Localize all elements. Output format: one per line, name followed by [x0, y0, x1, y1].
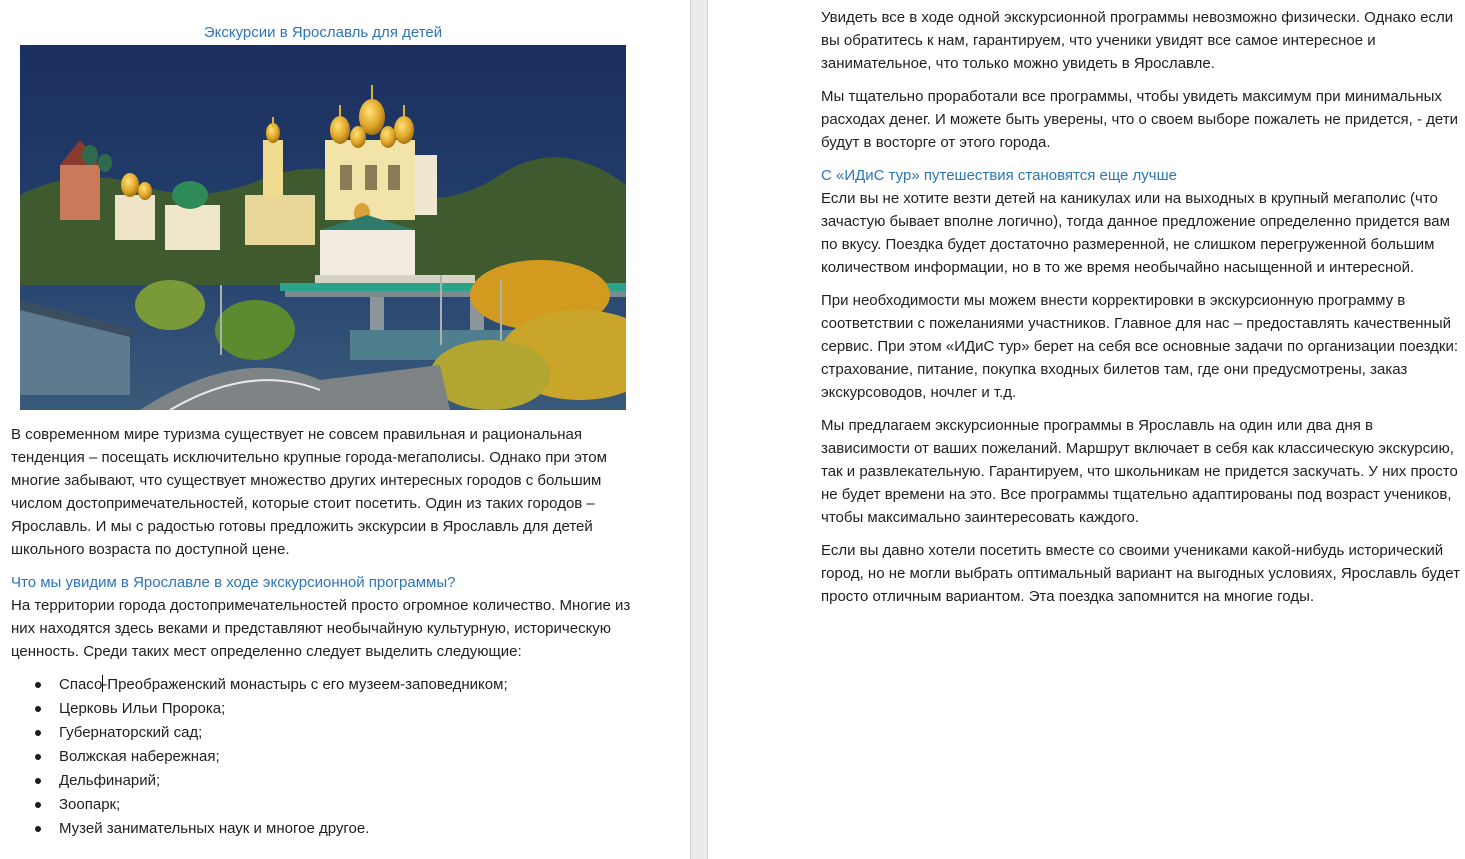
intro-paragraph: В современном мире туризма существует не совсем правильная и рациональная тенденция – посещать исключительно крупные города-мегаполисы. Однако при этом многие забывают, что существует множество других интересных городов с большим числом достопримечательностей, которые стоит посетить. Один из таких городов – Ярославль. И мы с радостью готовы предложить экскурсии в Ярославль для детей школьного возраста по доступной цене. [11, 426, 607, 558]
paragraph-1: Увидеть все в ходе одной экскурсионной программы невозможно физически. Однако если вы обратитесь к нам, гарантируем, что ученики увидят все самое интересное и занимательное, что только можно увидеть в Ярославле. [821, 9, 1454, 72]
yaroslavl-photo [20, 45, 626, 410]
list-item: Волжская набережная; [11, 745, 641, 769]
paragraph-4: При необходимости мы можем внести корректировки в экскурсионную программу в соответствии с пожеланиями участников. Главное для нас – предоставлять качественный сервис. При этом «ИДиС тур» берет на себя все основные задачи по организации поездки: страхование, питание, покупка входных билетов там, где они предусмотрены, заказ экскурсоводов, ночлег и т.д. [821, 292, 1459, 401]
paragraph-6: Если вы давно хотели посетить вместе со своими учениками какой-нибудь исторический город, но не могли выбрать оптимальный вариант на выгодных условиях, Ярославль будет просто отличным вариантом. Эта поездка запомнится на многие годы. [821, 542, 1461, 605]
right-column [821, 6, 1461, 618]
paragraph-2: Мы тщательно проработали все программы, чтобы увидеть максимум при минимальных расходах денег. И можете быть уверены, что о своем выборе пожалеть не придется, - дети будут в восторге от этого города. [821, 88, 1459, 151]
left-column [11, 423, 641, 841]
list-item: Губернаторский сад; [11, 721, 641, 745]
body-paragraph: На территории города достопримечательностей просто огромное количество. Многие из них находятся здесь веками и представляют необычайную культурную, историческую ценность. Среди таких мест определенно следует выделить следующие: [11, 597, 631, 660]
section-heading: Что мы увидим в Ярославле в ходе экскурсионной программы? [11, 574, 456, 591]
paragraph-5: Мы предлагаем экскурсионные программы в Ярославль на один или два дня в зависимости от ваших пожеланий. Маршрут включает в себя как классическую экскурсию, так и развлекательную. Гарантируем, что школьникам не придется заскучать. У них просто не будет времени на это. Все программы тщательно адаптированы под возраст учеников, чтобы максимально заинтересовать каждого. [821, 417, 1458, 526]
left-page [0, 0, 690, 859]
right-page [708, 0, 1465, 859]
page-gutter [690, 0, 708, 859]
document-title: Экскурсии в Ярославль для детей [203, 24, 443, 41]
paragraph-3: Если вы не хотите везти детей на каникулах или на выходных в крупный мегаполис (что зачастую бывает вполне логично), тогда данное предложение определенно придется вам по вкусу. Поездка будет достаточно размеренной, не слишком перегруженной большим количеством информации, но в то же время необычайно насыщенной и интересной. [821, 190, 1450, 276]
list-item: Музей занимательных наук и многое другое. [11, 817, 641, 841]
list-item: Церковь Ильи Пророка; [11, 697, 641, 721]
list-item: Спасо-Преображенский монастырь с его музеем-заповедником; [11, 673, 641, 697]
list-item: Дельфинарий; [11, 769, 641, 793]
section-heading-2: С «ИДиС тур» путешествия становятся еще лучше [821, 167, 1177, 184]
list-item: Зоопарк; [11, 793, 641, 817]
sights-list [11, 673, 641, 841]
